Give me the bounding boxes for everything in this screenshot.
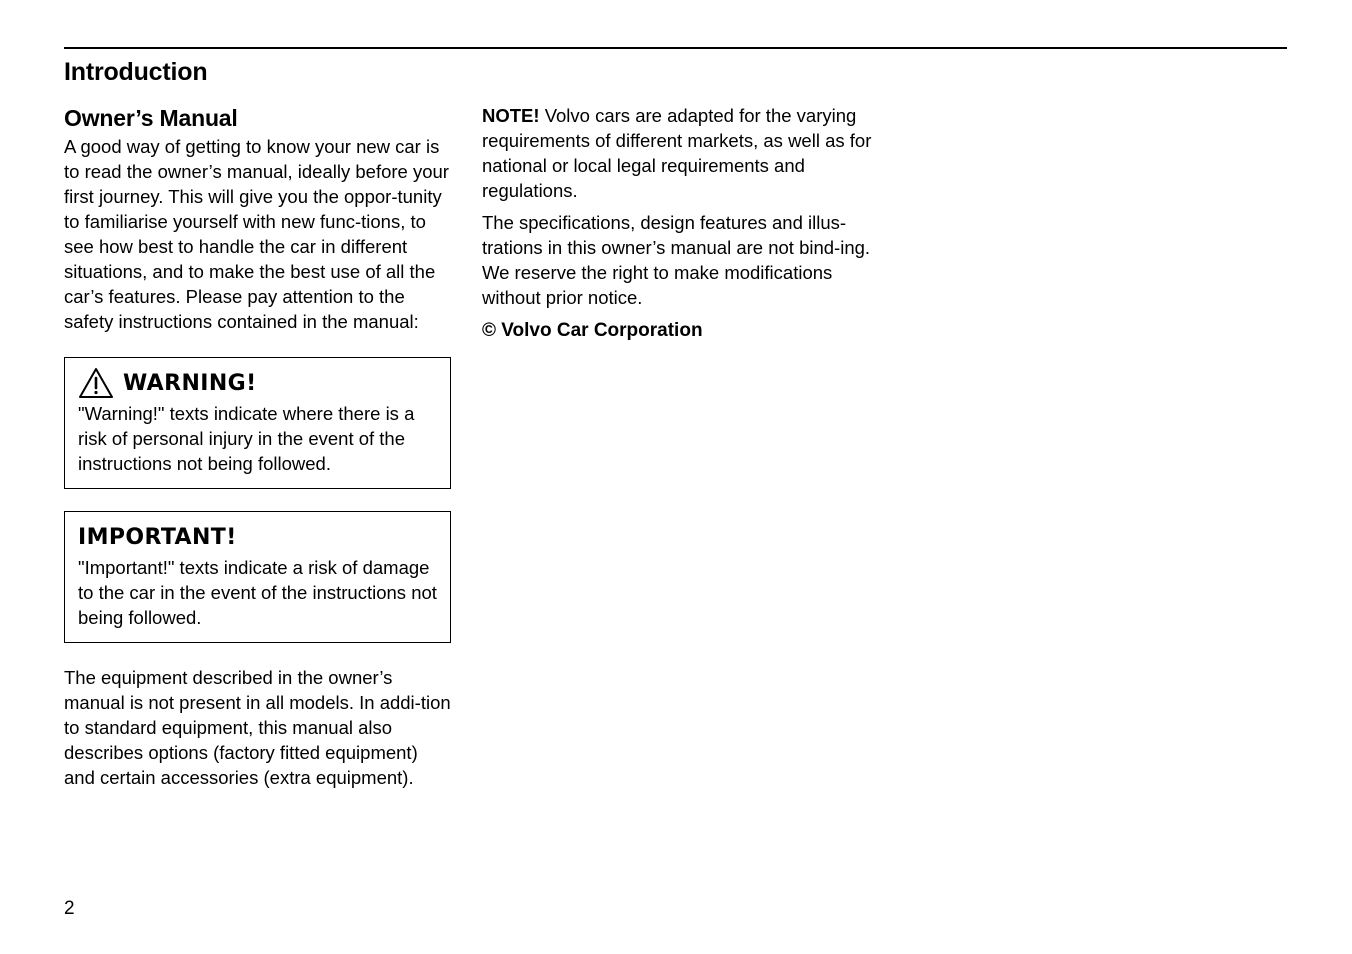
important-box-heading: [78, 520, 438, 554]
warning-triangle-icon: [78, 367, 114, 399]
warning-box-text: "Warning!" texts indicate where there is a risk of personal injury in the event of the instructions not being followed.: [78, 403, 415, 474]
note-paragraph: [482, 103, 874, 203]
equipment-paragraph: The equipment described in the owner’s manual is not present in all models. In addi-tion to standard equipment, this manual also describes options (factory fitted equipment) and certain accessories (extra equipment).: [64, 667, 451, 788]
top-divider-line: [64, 47, 1287, 49]
note-label: NOTE!: [482, 105, 540, 126]
note-text: Volvo cars are adapted for the varying requirements of different markets, as well as for national or local legal requirements and regulations.: [482, 105, 872, 201]
page-number: 2: [64, 898, 75, 919]
warning-box: [64, 357, 451, 489]
right-column: [482, 103, 874, 343]
important-box-title: IMPORTANT!: [78, 524, 237, 550]
left-column: [64, 103, 456, 790]
important-box-text: "Important!" texts indicate a risk of damage to the car in the event of the instructions not being followed.: [78, 557, 437, 628]
warning-box-title: WARNING!: [123, 370, 257, 396]
intro-paragraph: A good way of getting to know your new car is to read the owner’s manual, ideally before your first journey. This will give you the oppor-tunity to familiarise yourself with new func-tions, to see how best to handle the car in different situations, and to make the best use of all the car’s features. Please pay attention to the safety instructions contained in the manual:: [64, 136, 449, 332]
owners-manual-heading: Owner’s Manual: [64, 105, 238, 131]
copyright-notice: © Volvo Car Corporation: [482, 320, 703, 341]
important-box: [64, 511, 451, 643]
warning-box-heading: [78, 366, 438, 400]
specifications-paragraph: The specifications, design features and illus-trations in this owner’s manual are not bind-ing. We reserve the right to make modifications without prior notice.: [482, 212, 871, 308]
section-title: Introduction: [64, 58, 208, 86]
